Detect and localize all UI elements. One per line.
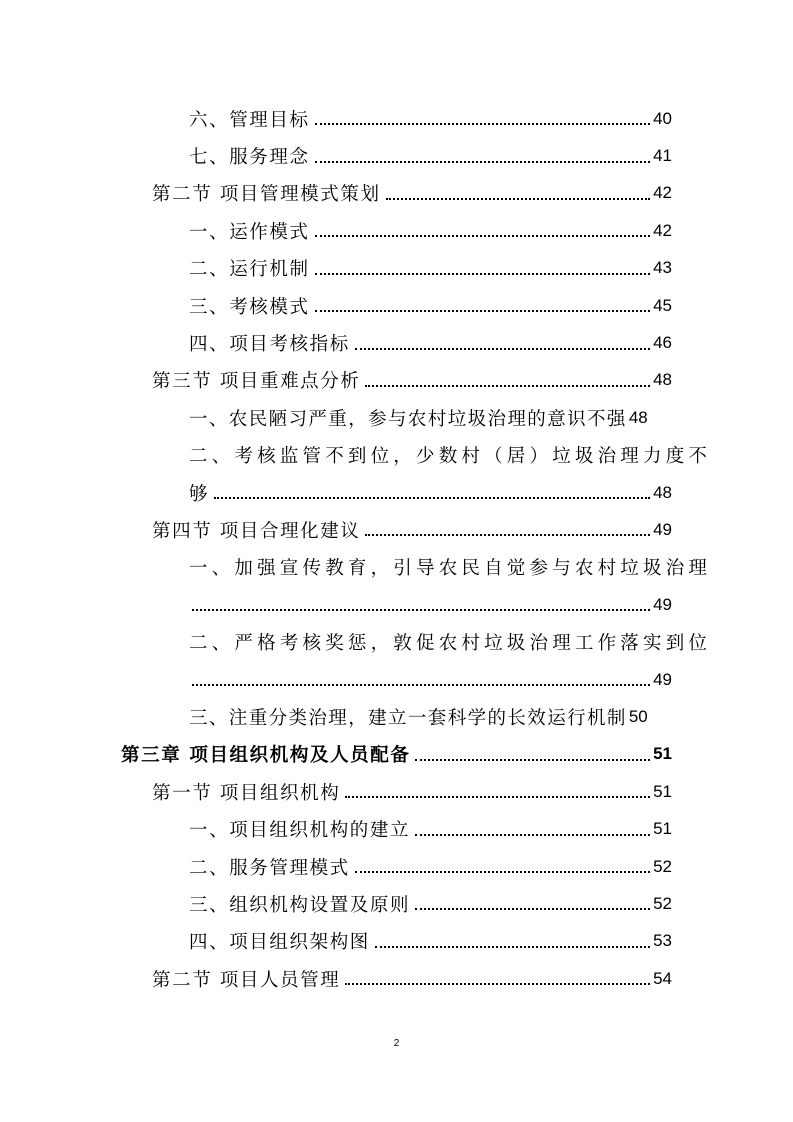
dot-leader: [315, 234, 650, 237]
toc-entry-label: 第一节 项目组织机构: [152, 782, 341, 804]
toc-entry[interactable]: [0, 810, 793, 847]
toc-entry[interactable]: [0, 885, 793, 922]
toc-entry-label: 二、考核监管不到位，少数村（居）垃圾治理力度不: [189, 446, 712, 468]
toc-entry-page: 48: [653, 370, 672, 390]
toc-entry[interactable]: [0, 698, 793, 735]
toc-entry-page: 41: [653, 146, 672, 166]
dot-leader: [415, 833, 650, 836]
page-number: 2: [393, 1038, 400, 1049]
toc-entry-page: 51: [653, 744, 672, 764]
dot-leader: [386, 197, 650, 200]
dot-leader: [355, 870, 650, 873]
dot-leader: [365, 533, 650, 536]
toc-entry-page: 48: [628, 407, 648, 427]
toc-entry-page: 52: [653, 893, 672, 913]
toc-entry[interactable]: [0, 137, 793, 174]
toc-entry[interactable]: [0, 549, 793, 586]
dot-leader: [192, 608, 650, 611]
table-of-contents: [0, 100, 793, 997]
toc-entry-page: 52: [653, 856, 672, 876]
toc-entry[interactable]: [0, 437, 793, 474]
toc-entry-page: 46: [653, 333, 672, 353]
toc-entry-page: 45: [653, 295, 672, 315]
dot-leader: [192, 683, 650, 686]
toc-entry[interactable]: [0, 960, 793, 997]
toc-entry-label: 三、考核模式: [189, 296, 310, 318]
toc-entry-page: 51: [653, 819, 672, 839]
toc-entry[interactable]: [0, 623, 793, 660]
toc-entry-page: 50: [628, 706, 648, 726]
toc-entry-page: 42: [653, 220, 672, 240]
toc-entry-label: 一、项目组织机构的建立: [189, 820, 411, 842]
toc-entry-label: 六、管理目标: [189, 109, 310, 131]
toc-entry-page: 48: [653, 482, 672, 502]
toc-entry-page: 49: [653, 669, 672, 689]
toc-entry-label: 二、服务管理模式: [189, 857, 350, 879]
toc-entry-label: 七、服务理念: [189, 147, 310, 169]
toc-entry-page: 43: [653, 258, 672, 278]
toc-entry-page: 42: [653, 183, 672, 203]
toc-chapter-entry[interactable]: [0, 736, 793, 773]
toc-entry[interactable]: [0, 511, 793, 548]
toc-entry[interactable]: [0, 923, 793, 960]
toc-entry[interactable]: [0, 250, 793, 287]
dot-leader: [345, 795, 650, 798]
toc-entry-page: 49: [653, 594, 672, 614]
toc-entry-continuation[interactable]: [0, 586, 793, 623]
dot-leader: [415, 758, 650, 761]
dot-leader: [315, 272, 650, 275]
dot-leader: [345, 982, 650, 985]
toc-entry-label: 第二节 项目管理模式策划: [152, 184, 381, 206]
toc-entry-label: 第三章 项目组织机构及人员配备: [121, 745, 411, 767]
toc-entry[interactable]: [0, 848, 793, 885]
toc-entry-page: 49: [653, 519, 672, 539]
toc-entry-page: 53: [653, 931, 672, 951]
dot-leader: [315, 160, 650, 163]
dot-leader: [315, 309, 650, 312]
toc-entry-label: 二、严格考核奖惩，敦促农村垃圾治理工作落实到位: [189, 633, 712, 655]
toc-entry-label: 一、运作模式: [189, 221, 310, 243]
toc-entry[interactable]: [0, 324, 793, 361]
toc-entry-label: 第二节 项目人员管理: [152, 969, 341, 991]
dot-leader: [355, 347, 650, 350]
toc-entry-label: 二、运行机制: [189, 259, 310, 281]
toc-entry-label: 一、加强宣传教育，引导农民自觉参与农村垃圾治理: [189, 558, 712, 580]
toc-entry-page: 40: [653, 108, 672, 128]
toc-entry-label: 第四节 项目合理化建议: [152, 520, 361, 542]
toc-entry[interactable]: [0, 287, 793, 324]
toc-entry-label: 一、农民陋习严重，参与农村垃圾治理的意识不强: [189, 408, 627, 430]
dot-leader: [214, 496, 650, 499]
toc-entry-continuation[interactable]: [0, 474, 793, 511]
toc-entry-label: 三、组织机构设置及原则: [189, 894, 411, 916]
toc-entry[interactable]: [0, 212, 793, 249]
toc-entry-label: 三、注重分类治理，建立一套科学的长效运行机制: [189, 707, 627, 729]
toc-entry[interactable]: [0, 362, 793, 399]
dot-leader: [315, 122, 650, 125]
toc-entry-page: 51: [653, 781, 672, 801]
toc-entry-label: 四、项目组织架构图: [189, 932, 370, 954]
toc-entry-label: 第三节 项目重难点分析: [152, 371, 361, 393]
toc-entry[interactable]: [0, 773, 793, 810]
toc-entry-continuation[interactable]: [0, 661, 793, 698]
toc-entry[interactable]: [0, 175, 793, 212]
toc-entry-label: 四、项目考核指标: [189, 334, 350, 356]
dot-leader: [365, 384, 650, 387]
toc-entry[interactable]: [0, 399, 793, 436]
dot-leader: [415, 907, 650, 910]
toc-entry[interactable]: [0, 100, 793, 137]
toc-entry-page: 54: [653, 968, 672, 988]
dot-leader: [375, 945, 650, 948]
toc-entry-label-continuation: 够: [189, 483, 210, 505]
